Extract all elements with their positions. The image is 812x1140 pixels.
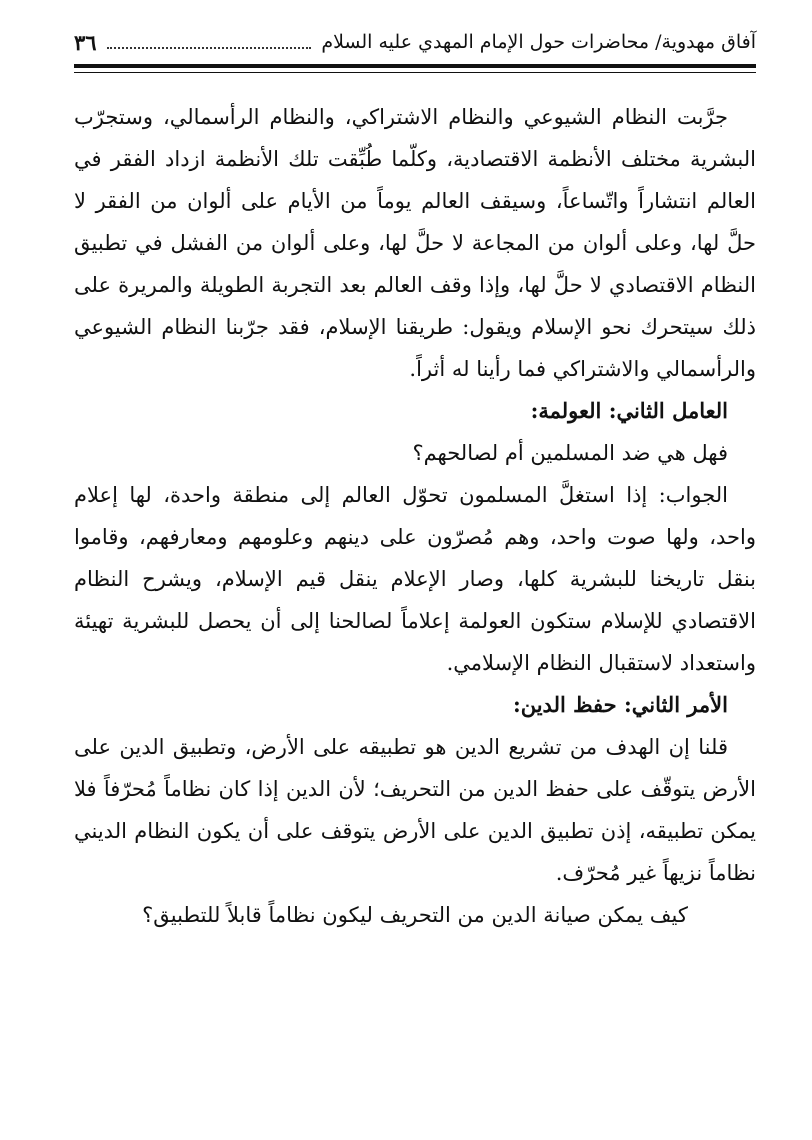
page-body	[74, 96, 756, 936]
paragraph-2: الجواب: إذا استغلَّ المسلمون تحوّل العالم إلى منطقة واحدة، لها إعلام واحد، ولها صوت واحد، وهم مُصرّون على دينهم وعلومهم ومعارفهم، وقاموا بنقل تاريخنا للبشرية كلها، وصار الإعلام ينقل قيم الإسلام، ويشرح النظام الاقتصادي للإسلام ستكون العولمة إعلاماً لصالحنا إلى أن يحصل للبشرية تهيئة واستعداد لاستقبال النظام الإسلامي.	[74, 483, 756, 675]
section-heading-globalization: العامل الثاني: العولمة:	[530, 398, 728, 423]
header-rule-thin	[74, 72, 756, 73]
header-title: آفاق مهدوية/ محاضرات حول الإمام المهدي عليه السلام	[321, 31, 756, 53]
page-number: ٣٦	[74, 29, 97, 55]
paragraph-3: قلنا إن الهدف من تشريع الدين هو تطبيقه على الأرض، وتطبيق الدين على الأرض يتوقّف على حفظ الدين من التحريف؛ لأن الدين إذا كان نظاماً مُحرّفاً فلا يمكن تطبيقه، إذن تطبيق الدين على الأرض يتوقف على أن يكون النظام الديني نظاماً نزيهاً غير مُحرّف.	[74, 735, 756, 885]
running-header	[74, 22, 756, 62]
header-rule-thick	[74, 64, 756, 68]
section-heading-preserving-religion: الأمر الثاني: حفظ الدين:	[512, 692, 728, 717]
question-1: فهل هي ضد المسلمين أم لصالحهم؟	[412, 441, 728, 465]
paragraph-1: جرَّبت النظام الشيوعي والنظام الاشتراكي، والنظام الرأسمالي، وستجرّب البشرية مختلف الأنظمة الاقتصادية، وكلّما طُبِّقت تلك الأنظمة ازداد الفقر في العالم انتشاراً واتّساعاً، وسيقف العالم يوماً من الأيام على ألوان من الفقر لا حلَّ لها، وعلى ألوان من المجاعة لا حلَّ لها، وعلى ألوان من الفشل في تطبيق النظام الاقتصادي لا حلَّ لها، وإذا وقف العالم بعد التجربة الطويلة والمريرة على ذلك سيتحرك نحو الإسلام ويقول: طريقنا الإسلام، فقد جرّبنا النظام الشيوعي والرأسمالي والاشتراكي فما رأينا له أثراً.	[74, 105, 756, 381]
header-dotted-leader	[107, 46, 312, 49]
question-2: كيف يمكن صيانة الدين من التحريف ليكون نظاماً قابلاً للتطبيق؟	[142, 903, 688, 927]
